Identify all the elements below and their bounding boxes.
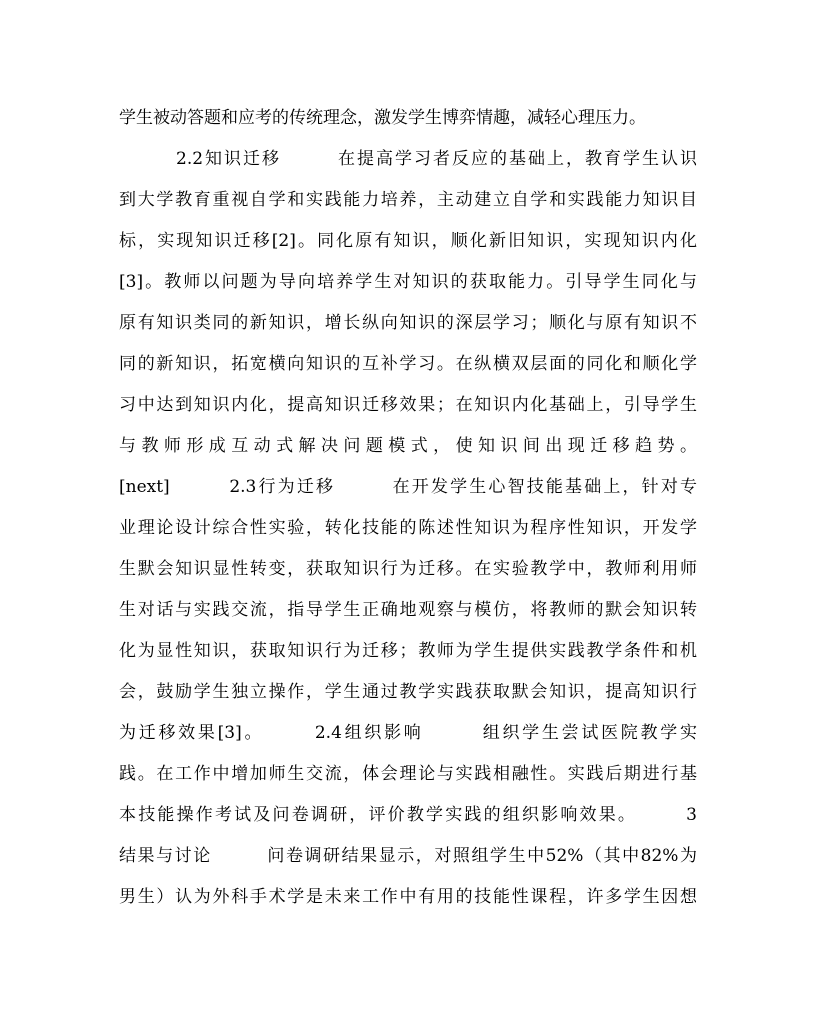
- text-line-18: 本技能操作考试及问卷调研，评价教学实践的组织影响效果。 3: [119, 805, 697, 825]
- text-line-17: 践。在工作中增加师生交流，体会理论与实践相融性。实践后期进行基: [119, 764, 697, 784]
- text-line-12: 生默会知识显性转变，获取知识行为迁移。在实验教学中，教师利用师: [119, 559, 697, 579]
- text-line-3: 到大学教育重视自学和实践能力培养，主动建立自学和实践能力知识目: [119, 190, 697, 210]
- text-line-6: 原有知识类同的新知识，增长纵向知识的深层学习；顺化与原有知识不: [119, 313, 697, 333]
- text-line-20: 男生）认为外科手术学是未来工作中有用的技能性课程，许多学生因想: [119, 887, 697, 907]
- text-line-10: [next] 2.3行为迁移 在开发学生心智技能基础上，针对专: [119, 477, 697, 497]
- text-line-14: 化为显性知识，获取知识行为迁移；教师为学生提供实践教学条件和机: [119, 641, 697, 661]
- text-line-16: 为迁移效果[3]。 2.4组织影响 组织学生尝试医院教学实: [119, 723, 697, 743]
- text-line-15: 会，鼓励学生独立操作，学生通过教学实践获取默会知识，提高知识行: [119, 682, 697, 702]
- text-line-19: 结果与讨论 问卷调研结果显示，对照组学生中52%（其中82%为: [119, 846, 697, 866]
- text-line-5: [3]。教师以问题为导向培养学生对知识的获取能力。引导学生同化与: [119, 272, 697, 292]
- text-line-8: 习中达到知识内化，提高知识迁移效果；在知识内化基础上，引导学生: [119, 395, 697, 415]
- text-line-4: 标，实现知识迁移[2]。同化原有知识，顺化新旧知识，实现知识内化: [119, 231, 697, 251]
- text-line-13: 生对话与实践交流，指导学生正确地观察与模仿，将教师的默会知识转: [119, 600, 697, 620]
- text-line-1: 学生被动答题和应考的传统理念，激发学生博弈情趣，减轻心理压力。: [119, 108, 646, 128]
- text-line-7: 同的新知识，拓宽横向知识的互补学习。在纵横双层面的同化和顺化学: [119, 354, 697, 374]
- text-line-2: 2.2知识迁移 在提高学习者反应的基础上，教育学生认识: [176, 149, 697, 169]
- text-line-9: 与教师形成互动式解决问题模式，使知识间出现迁移趋势。: [119, 436, 697, 456]
- text-line-11: 业理论设计综合性实验，转化技能的陈述性知识为程序性知识，开发学: [119, 518, 697, 538]
